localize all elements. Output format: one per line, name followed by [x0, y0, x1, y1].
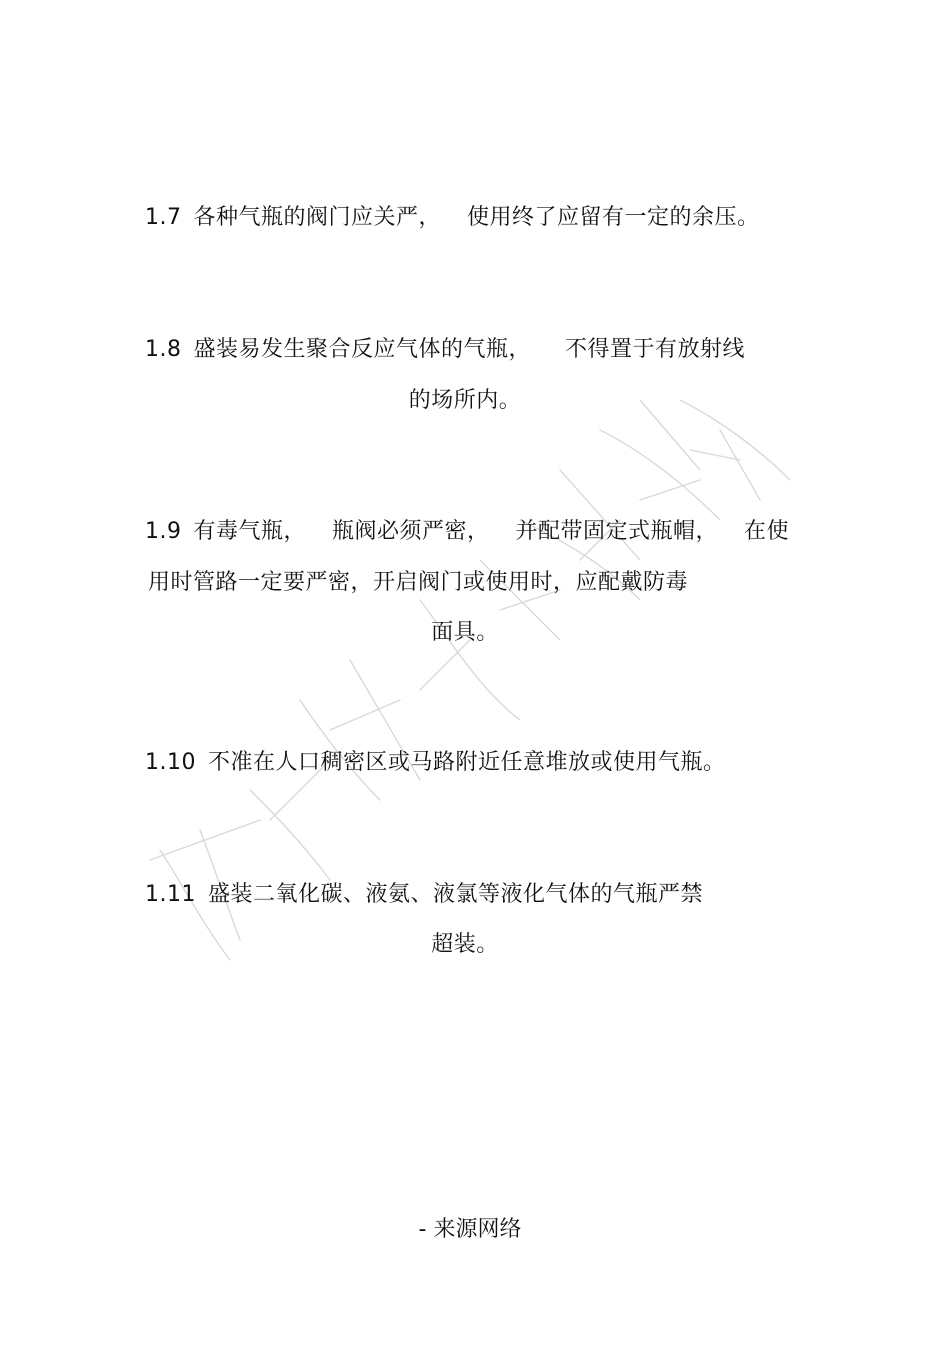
item-1-10-line-1 [145, 748, 726, 778]
item-1-9-line-2: 用时管路一定要严密，开启阀门或使用时，应配戴防毒 [148, 570, 689, 595]
item-1-9-line-1 [145, 517, 789, 547]
item-number: 1.9 [145, 519, 182, 544]
item-1-11-line-2: 超装。 [431, 932, 499, 957]
item-text: 各种气瓶的阀门应关严， [193, 205, 442, 230]
item-text: 瓶阀必须严密， [332, 519, 490, 544]
item-text: 不得置于有放射线 [565, 337, 746, 362]
item-text: 在使 [744, 519, 790, 544]
item-text: 使用终了应留有一定的余压。 [467, 205, 760, 230]
item-1-8-line-2: 的场所内。 [408, 388, 522, 413]
item-text: 有毒气瓶， [193, 519, 307, 544]
item-text: 不准在人口稠密区或马路附近任意堆放或使用气瓶。 [207, 750, 726, 775]
item-text: 并配带固定式瓶帽， [515, 519, 719, 544]
item-number: 1.11 [145, 882, 196, 907]
item-text: 盛装二氧化碳、液氨、液氯等液化气体的气瓶严禁 [207, 882, 703, 907]
item-number: 1.8 [145, 337, 182, 362]
footer-source: - 来源网络 [418, 1217, 522, 1242]
item-text: 盛装易发生聚合反应气体的气瓶， [193, 337, 532, 362]
item-number: 1.10 [145, 750, 196, 775]
item-1-7-line-1 [145, 203, 760, 233]
item-1-11-line-1 [145, 880, 703, 910]
item-1-9-line-3: 面具。 [431, 620, 499, 645]
item-1-8-line-1 [145, 335, 745, 365]
item-number: 1.7 [145, 205, 182, 230]
